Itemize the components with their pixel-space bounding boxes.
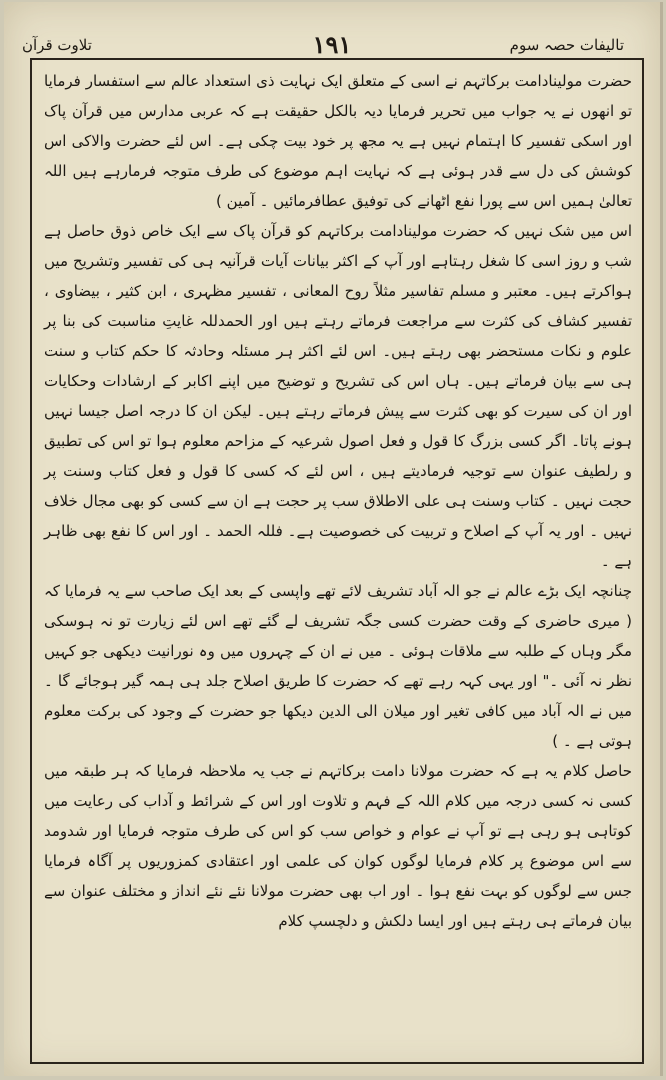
running-header-right: تالیفات حصہ سوم [509, 36, 624, 54]
paragraph-1: حضرت مولینادامت برکاتہم نے اسی کے متعلق ایک نہایت ذی استعداد عالم سے استفسار فرمایا تو انھوں نے یہ جواب میں تحریر فرمایا دیہ بالکل حقیقت ہے کہ عربی مدارس میں قرآن پاک اور اسکی تفسیر کا اہتمام نہیں ہے یہ مجھ پر خود بیت چکی ہے۔ اس لئے حضرت والاکی اس کوشش کی دل سے قدر ہوئی ہے کہ نہایت اہم موضوع کی طرف متوجہ فرمارہے ہیں اللہ تعالیٰ ہمیں اس سے پورا نفع اٹھانے کی توفیق عطافرمائیں ۔ آمین ) [44, 72, 632, 210]
running-header-left: تلاوت قرآن [22, 36, 92, 54]
body-text [44, 66, 632, 936]
page-number: ۱۹۱ [312, 30, 352, 59]
scanned-page [4, 2, 663, 1076]
paragraph-4: حاصل کلام یہ ہے کہ حضرت مولانا دامت برکاتہم نے جب یہ ملاحظہ فرمایا کہ ہر طبقہ میں کسی نہ کسی درجہ میں کلام اللہ کے فہم و تلاوت اور اس کے شرائط و آداب کی رعایت میں کوتاہی ہو رہی ہے تو آپ نے عوام و خواص سب کو اس کی طرف متوجہ فرمایا اور شدومد سے اس موضوع پر کلام فرمایا لوگوں کوان کی علمی اور اعتقادی کمزوریوں پر آگاہ فرمایا جس سے لوگوں کو بہت نفع ہوا ۔ اور اب بھی حضرت مولانا نئے نئے انداز و مختلف عنوان سے بیان فرماتے ہی رہتے ہیں اور ایسا دلکش و دلچسپ کلام [44, 762, 632, 930]
paragraph-3: چنانچہ ایک بڑے عالم نے جو الہ آباد تشریف لائے تھے واپسی کے بعد ایک صاحب سے یہ فرمایا کہ ( میری حاضری کے وقت حضرت کسی جگہ تشریف لے گئے تھے اس لئے زیارت تو نہ ہوسکی مگر وہاں کے طلبہ سے ملاقات ہوئی ۔ میں نے ان کے چہروں میں وہ نورانیت دیکھی جو کہیں نظر نہ آئی ۔" اور یہی کہہ رہے تھے کہ حضرت کا طریق اصلاح جلد ہی ہمہ گیر ہوجائے گا ۔ میں نے الہ آباد میں کافی تغیر اور میلان الی الدین دیکھا جو حضرت کے وجود کی برکت معلوم ہوتی ہے ۔ ) [44, 582, 632, 750]
paragraph-2: اس میں شک نہیں کہ حضرت مولینادامت برکاتہم کو قرآن پاک سے ایک خاص ذوق حاصل ہے شب و روز اسی کا شغل رہتاہے اور آپ کے اکثر بیانات آیات قرآنیہ ہی کی تفسیر وتشریح میں ہواکرتے ہیں۔ معتبر و مسلم تفاسیر مثلاً روح المعانی ، تفسیر مظہری ، ابن کثیر ، بیضاوی ، تفسیر کشاف کی کثرت سے مراجعت فرماتے رہتے ہیں اور الحمدللہ غایتِ مناسبت کی بنا پر علوم و نکات مستحضر بھی رہتے ہیں۔ اس لئے اکثر ہر مسئلہ وحادثہ کا حکم کتاب و سنت ہی سے بیان فرماتے ہیں۔ ہاں اس کی تشریح و توضیح میں اپنے اکابر کے ارشادات وحکایات اور ان کی سیرت کو بھی کثرت سے پیش فرماتے رہتے ہیں۔ لیکن ان کا درجہ اصل جیسا نہیں ہونے پاتا۔ اگر کسی بزرگ کا قول و فعل اصول شرعیہ کے مزاحم معلوم ہوا تو اس کی تطبیق و رلطیف عنوان سے توجیہ فرمادیتے ہیں ، اس لئے کہ کسی کا قول و فعل کتاب وسنت پر حجت نہیں ۔ کتاب وسنت ہی علی الاطلاق سب پر حجت ہے ان سے کسی کو بھی مجال خلاف نہیں ۔ اور یہ آپ کے اصلاح و تربیت کی خصوصیت ہے۔ فللہ الحمد ۔ اور اس کا نفع بھی ظاہر ہے ۔ [44, 222, 632, 570]
